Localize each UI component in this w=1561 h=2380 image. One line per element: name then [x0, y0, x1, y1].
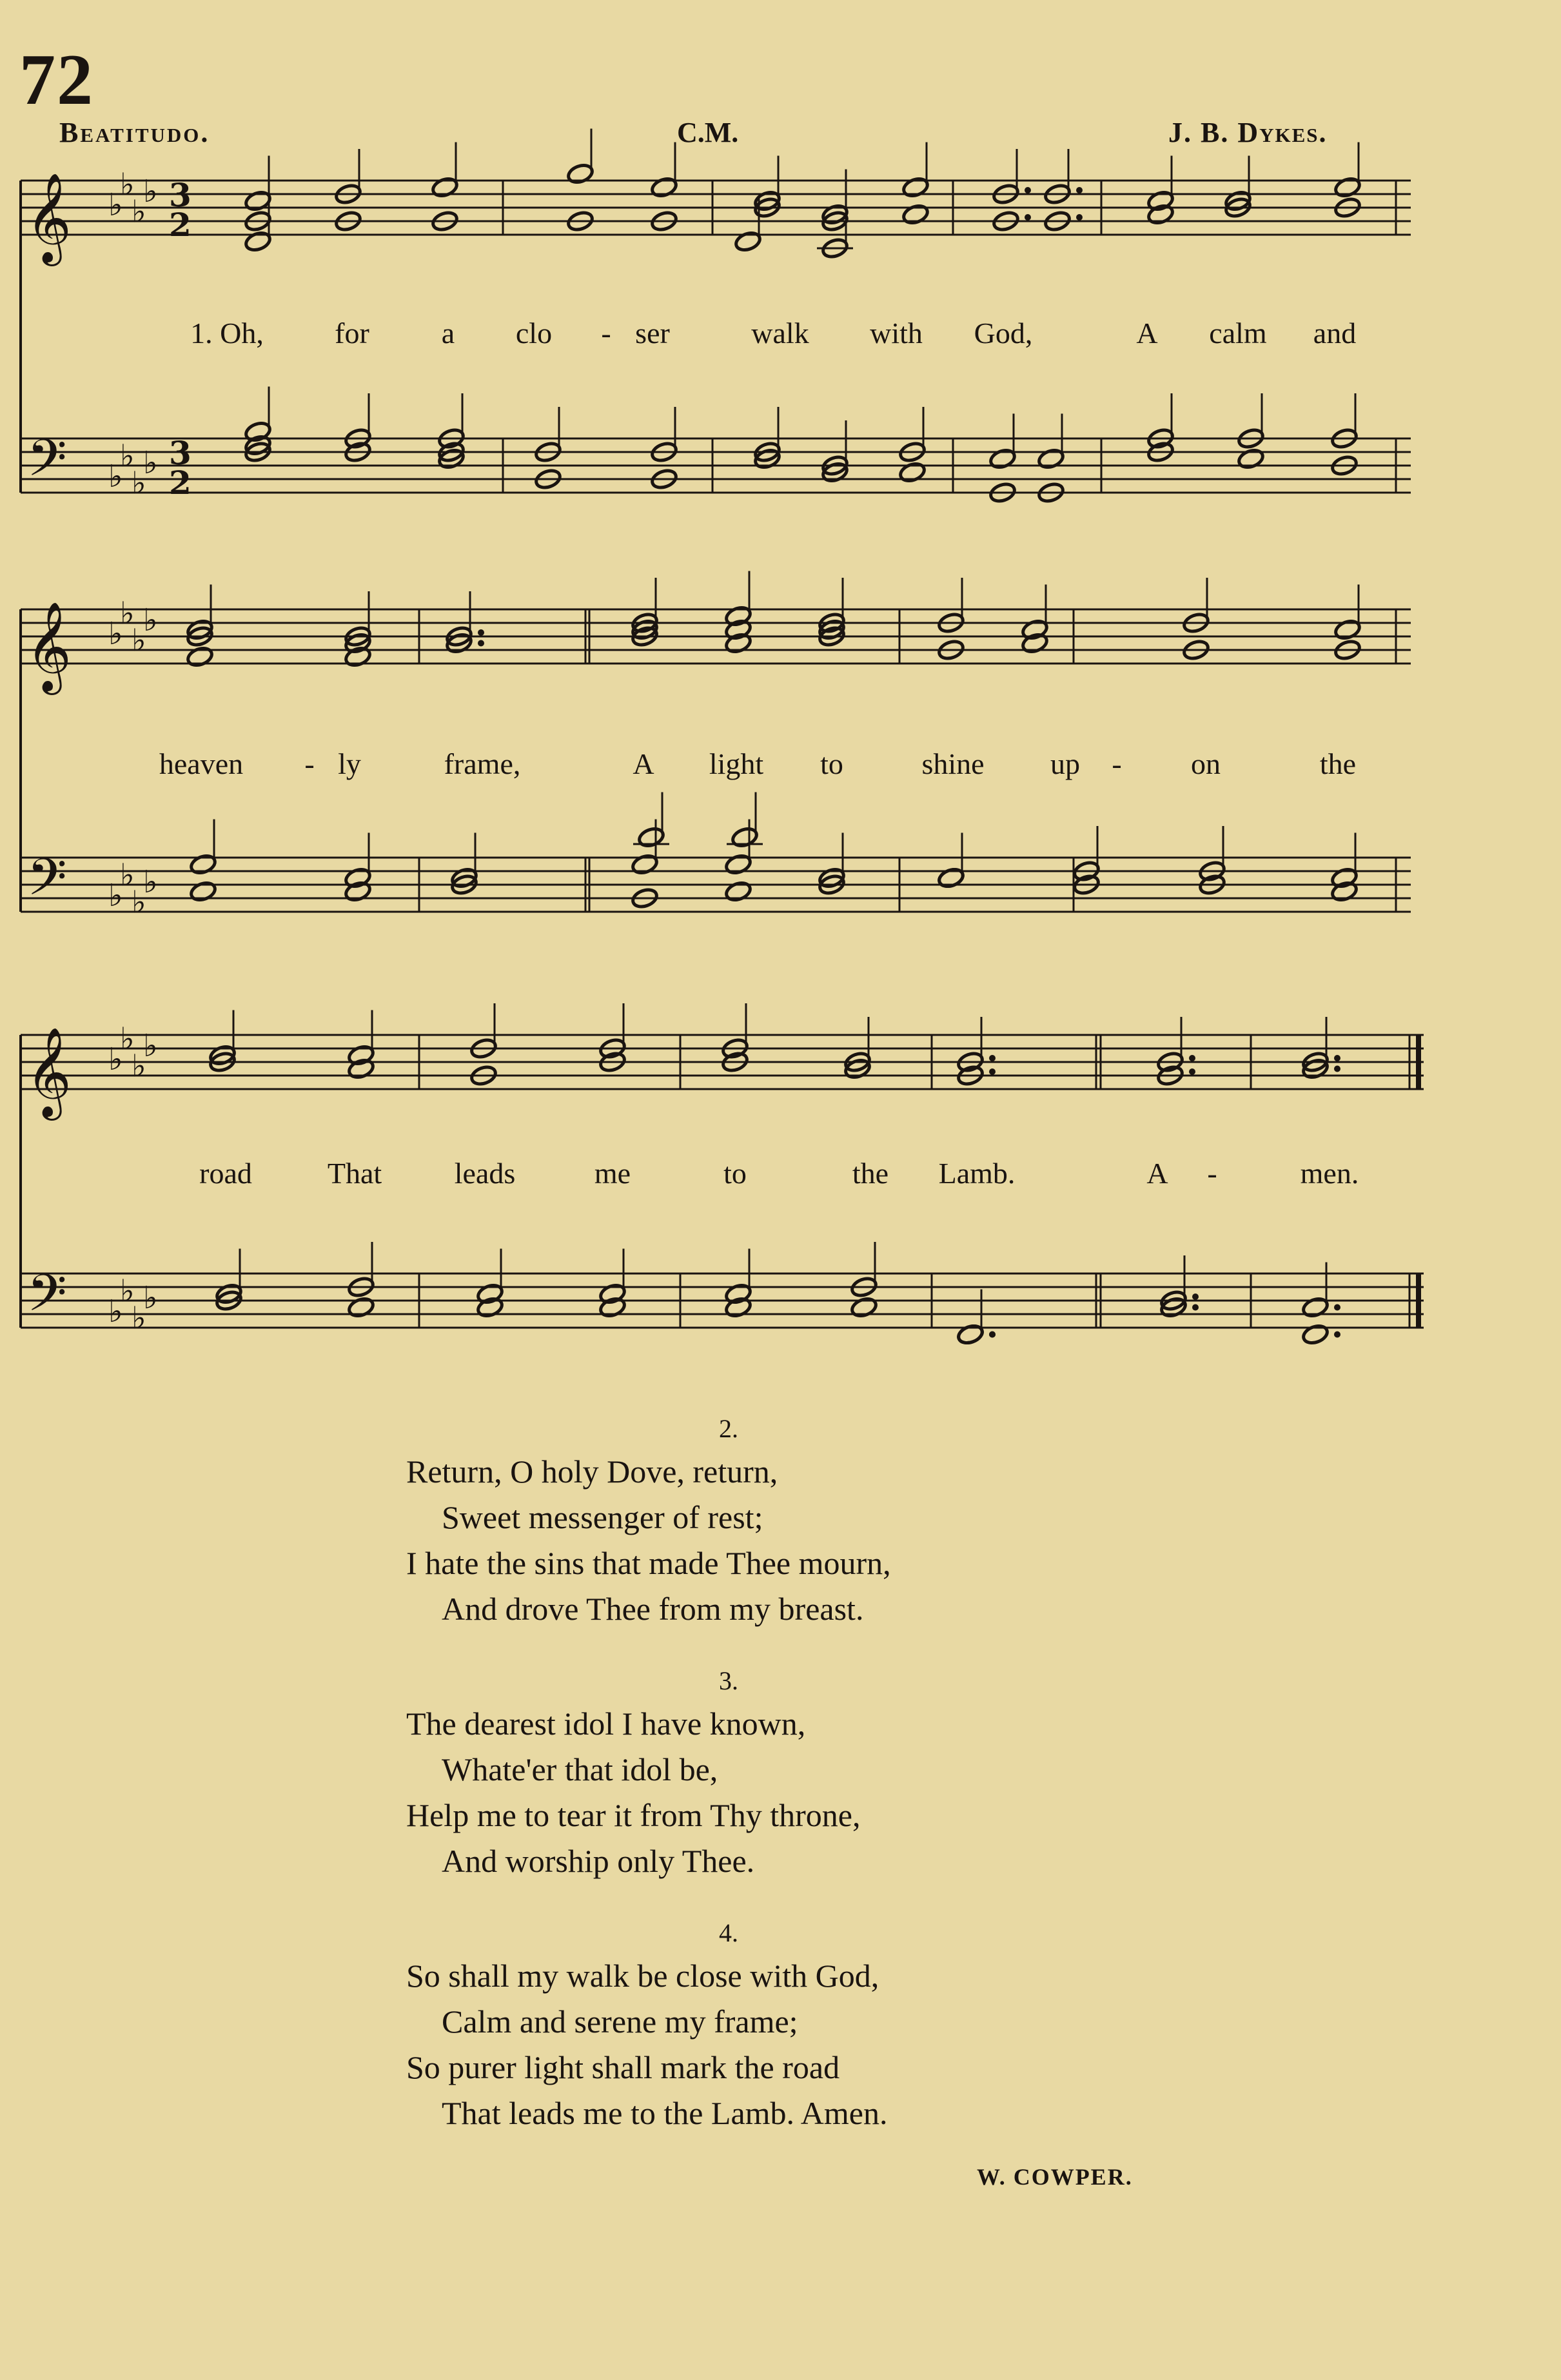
augmentation-dot	[1192, 1293, 1199, 1300]
lyric-syllable: the	[852, 1157, 889, 1190]
meter: C.M.	[677, 117, 739, 148]
note-head	[1198, 826, 1226, 883]
note-head	[956, 1017, 996, 1074]
note-head	[566, 129, 594, 186]
augmentation-dot	[478, 640, 484, 647]
note-head	[898, 461, 927, 484]
note-head-oval	[898, 461, 927, 484]
note-head	[347, 1242, 375, 1299]
flat-sign-icon: ♭	[143, 602, 158, 638]
verse-number: 3.	[719, 1666, 738, 1695]
verses	[406, 1409, 1244, 2136]
note-head	[937, 867, 965, 890]
augmentation-dot	[1334, 1304, 1340, 1311]
verse-line: I hate the sins that made Thee mourn,	[406, 1545, 891, 1581]
note-head	[1330, 833, 1359, 890]
composer: J. B. Dykes.	[1168, 117, 1328, 148]
note-head	[956, 1290, 996, 1346]
lyric-syllable: walk	[751, 317, 809, 349]
note-head	[1072, 826, 1101, 883]
note-head	[476, 1249, 504, 1306]
note-head-oval	[186, 645, 214, 669]
page-number: 72	[19, 40, 94, 120]
lyric-syllable: God,	[974, 317, 1033, 349]
note-head	[1146, 156, 1175, 213]
treble-clef-icon: 𝄞	[26, 1027, 72, 1117]
note-head-oval	[937, 867, 965, 890]
lyric-syllable: ly	[338, 747, 361, 780]
flat-sign-icon: ♭	[143, 445, 158, 481]
bass-clef-icon: 𝄢	[27, 1263, 67, 1335]
augmentation-dot	[1334, 1066, 1340, 1072]
note-head	[1333, 585, 1362, 642]
flat-sign-icon: ♭	[132, 465, 146, 502]
augmentation-dot	[1025, 214, 1031, 221]
note-head	[1146, 393, 1175, 450]
flat-sign-icon: ♭	[108, 878, 123, 914]
note-head-oval	[1333, 176, 1362, 199]
lyric-syllable: Lamb.	[938, 1157, 1016, 1190]
note-head	[1333, 143, 1362, 199]
lyric-syllable: -	[601, 317, 611, 349]
staff	[21, 438, 1411, 493]
note-head	[727, 792, 763, 849]
treble-clef-icon: 𝄞	[26, 602, 72, 691]
note-head	[956, 1323, 996, 1346]
note-head	[1301, 1263, 1340, 1319]
lyric-syllable: clo	[515, 317, 553, 349]
note-head	[189, 880, 217, 903]
lyric-syllable: That	[327, 1157, 382, 1190]
note-head-oval	[244, 230, 272, 253]
verse-line: Help me to tear it from Thy throne,	[406, 1797, 861, 1833]
lyric-syllable: for	[335, 317, 369, 349]
note-head-oval	[1301, 1323, 1330, 1346]
note-head	[992, 149, 1031, 206]
lyric-syllable: the	[1319, 747, 1357, 780]
note-head	[988, 414, 1017, 471]
lyric-syllable: to	[723, 1157, 747, 1190]
note-head	[1021, 585, 1049, 642]
lyric-syllable: with	[870, 317, 923, 349]
verse-line: And worship only Thee.	[442, 1843, 755, 1879]
note-head	[1156, 1017, 1195, 1074]
lyric-syllable: to	[820, 747, 843, 780]
staff	[21, 181, 1411, 235]
note-head	[1301, 1323, 1340, 1346]
note-head-oval	[1037, 447, 1065, 471]
note-head-oval	[901, 203, 930, 226]
augmentation-dot	[1076, 214, 1083, 221]
time-signature-bottom: 2	[169, 206, 191, 244]
note-head-oval	[637, 826, 665, 849]
flat-sign-icon: ♭	[108, 458, 123, 495]
augmentation-dot	[1189, 1055, 1195, 1061]
note-head-oval	[631, 853, 659, 876]
time-signature-bottom: 2	[169, 464, 191, 502]
lyric-syllable: me	[594, 1157, 631, 1190]
lyric-syllable: frame,	[444, 747, 521, 780]
verse-line: Whate'er that idol be,	[442, 1751, 718, 1787]
note-head	[650, 143, 678, 199]
lyric-syllable: -	[1207, 1157, 1217, 1190]
flat-sign-icon: ♭	[120, 438, 135, 475]
augmentation-dot	[478, 629, 484, 636]
flat-sign-icon: ♭	[132, 622, 146, 659]
verse-line: That leads me to the Lamb. Amen.	[442, 2095, 888, 2131]
note-head	[344, 393, 372, 450]
lyric-syllable: leads	[454, 1157, 516, 1190]
flat-sign-icon: ♭	[132, 193, 146, 230]
lyric-syllable: -	[1112, 747, 1122, 780]
tune-name: Beatitudo.	[59, 117, 210, 148]
time-signature-top: 3	[169, 176, 191, 214]
flat-sign-icon: ♭	[108, 1041, 123, 1077]
lyric-syllable: light	[709, 747, 764, 780]
augmentation-dot	[989, 1332, 996, 1338]
lyric-syllable: A	[633, 747, 654, 780]
note-head	[850, 1242, 878, 1299]
lyric-syllable: A	[1136, 317, 1158, 349]
verse-number: 2.	[719, 1414, 738, 1443]
augmentation-dot	[1192, 1304, 1199, 1311]
author: W. COWPER.	[977, 2164, 1133, 2190]
augmentation-dot	[1025, 187, 1031, 193]
flat-sign-icon: ♭	[132, 1048, 146, 1085]
lyric-syllable: heaven	[159, 747, 244, 780]
lyric-syllable: shine	[921, 747, 985, 780]
flat-sign-icon: ♭	[108, 1293, 123, 1330]
note-head	[534, 407, 562, 464]
note-head-oval	[734, 230, 762, 253]
augmentation-dot	[1076, 187, 1083, 193]
bass-clef-icon: 𝄢	[27, 847, 67, 920]
note-head	[598, 1003, 627, 1060]
note-head-oval	[189, 880, 217, 903]
augmentation-dot	[1189, 1068, 1195, 1075]
note-head	[1237, 393, 1265, 450]
verse-line: Calm and serene my frame;	[442, 2003, 798, 2040]
bass-clef-icon: 𝄢	[27, 428, 67, 500]
verse-line: So purer light shall mark the road	[406, 2049, 840, 2085]
flat-sign-icon: ♭	[143, 1028, 158, 1064]
lyric-syllable: A	[1146, 1157, 1168, 1190]
flat-sign-icon: ♭	[108, 616, 123, 652]
flat-sign-icon: ♭	[108, 187, 123, 223]
treble-clef-icon: 𝄞	[26, 173, 72, 262]
verse-number: 4.	[719, 1918, 738, 1947]
lyric-syllable: road	[199, 1157, 252, 1190]
flat-sign-icon: ♭	[143, 1280, 158, 1316]
note-head-oval	[901, 176, 930, 199]
lyric-syllable: a	[441, 317, 455, 349]
note-head	[244, 156, 272, 213]
note-head-oval	[724, 853, 752, 876]
note-head-oval	[1237, 447, 1265, 471]
flat-sign-icon: ♭	[143, 864, 158, 900]
lyric-syllable: ser	[635, 317, 670, 349]
note-head	[1330, 393, 1359, 450]
note-head	[431, 143, 459, 199]
flat-sign-icon: ♭	[120, 595, 135, 632]
note-head-oval	[431, 176, 459, 199]
note-head	[721, 1003, 749, 1060]
flat-sign-icon: ♭	[120, 166, 135, 203]
note-head	[189, 820, 217, 876]
note-head	[1037, 414, 1065, 471]
note-head-oval	[1333, 618, 1362, 642]
augmentation-dot	[989, 1055, 996, 1061]
flat-sign-icon: ♭	[120, 1273, 135, 1310]
note-head	[334, 149, 362, 206]
note-head	[1237, 447, 1265, 471]
note-head-oval	[1301, 1296, 1330, 1319]
note-head	[244, 387, 272, 444]
note-head	[598, 1249, 627, 1306]
note-head	[724, 1249, 752, 1306]
flat-sign-icon: ♭	[143, 173, 158, 210]
note-head-oval	[731, 826, 759, 849]
note-head-oval	[724, 880, 752, 903]
note-head-oval	[189, 853, 217, 876]
note-head	[937, 578, 965, 634]
note-head-oval	[956, 1323, 985, 1346]
flat-sign-icon: ♭	[132, 884, 146, 921]
note-head-oval	[850, 1296, 878, 1319]
note-head	[650, 407, 678, 464]
note-head	[1043, 149, 1083, 206]
lyric-syllable: on	[1191, 747, 1221, 780]
lyric-syllable: calm	[1209, 317, 1267, 349]
note-head	[633, 792, 669, 849]
lyric-syllable: and	[1313, 317, 1357, 349]
note-head	[850, 1296, 878, 1319]
verse-line: Sweet messenger of rest;	[442, 1499, 763, 1535]
note-head-oval	[650, 176, 678, 199]
note-head	[186, 645, 214, 669]
augmentation-dot	[989, 1068, 996, 1075]
flat-sign-icon: ♭	[120, 857, 135, 894]
note-head	[901, 203, 930, 226]
note-head-oval	[566, 162, 594, 186]
note-head	[347, 1010, 375, 1067]
verse-line: So shall my walk be close with God,	[406, 1958, 879, 1994]
note-head-oval	[347, 1296, 375, 1319]
augmentation-dot	[1334, 1055, 1340, 1061]
note-head	[901, 143, 930, 199]
augmentation-dot	[1334, 1332, 1340, 1338]
flat-sign-icon: ♭	[120, 1021, 135, 1057]
verse-line: Return, O holy Dove, return,	[406, 1453, 778, 1490]
lyric-syllable: -	[304, 747, 315, 780]
time-signature-top: 3	[169, 434, 191, 472]
lyric-syllable: men.	[1300, 1157, 1359, 1190]
note-head	[1182, 578, 1210, 634]
note-head	[898, 407, 927, 464]
note-head	[724, 571, 752, 628]
note-head	[347, 1296, 375, 1319]
lyric-syllable: 1. Oh,	[190, 317, 264, 349]
verse-line: The dearest idol I have known,	[406, 1706, 806, 1742]
note-head-oval	[244, 190, 272, 213]
note-head	[469, 1003, 498, 1060]
lyric-syllable: up	[1050, 747, 1080, 780]
note-head	[437, 393, 466, 450]
verse-line: And drove Thee from my breast.	[442, 1591, 864, 1627]
note-head-oval	[988, 447, 1017, 471]
flat-sign-icon: ♭	[132, 1300, 146, 1337]
note-head	[344, 833, 372, 890]
note-head	[724, 880, 752, 903]
